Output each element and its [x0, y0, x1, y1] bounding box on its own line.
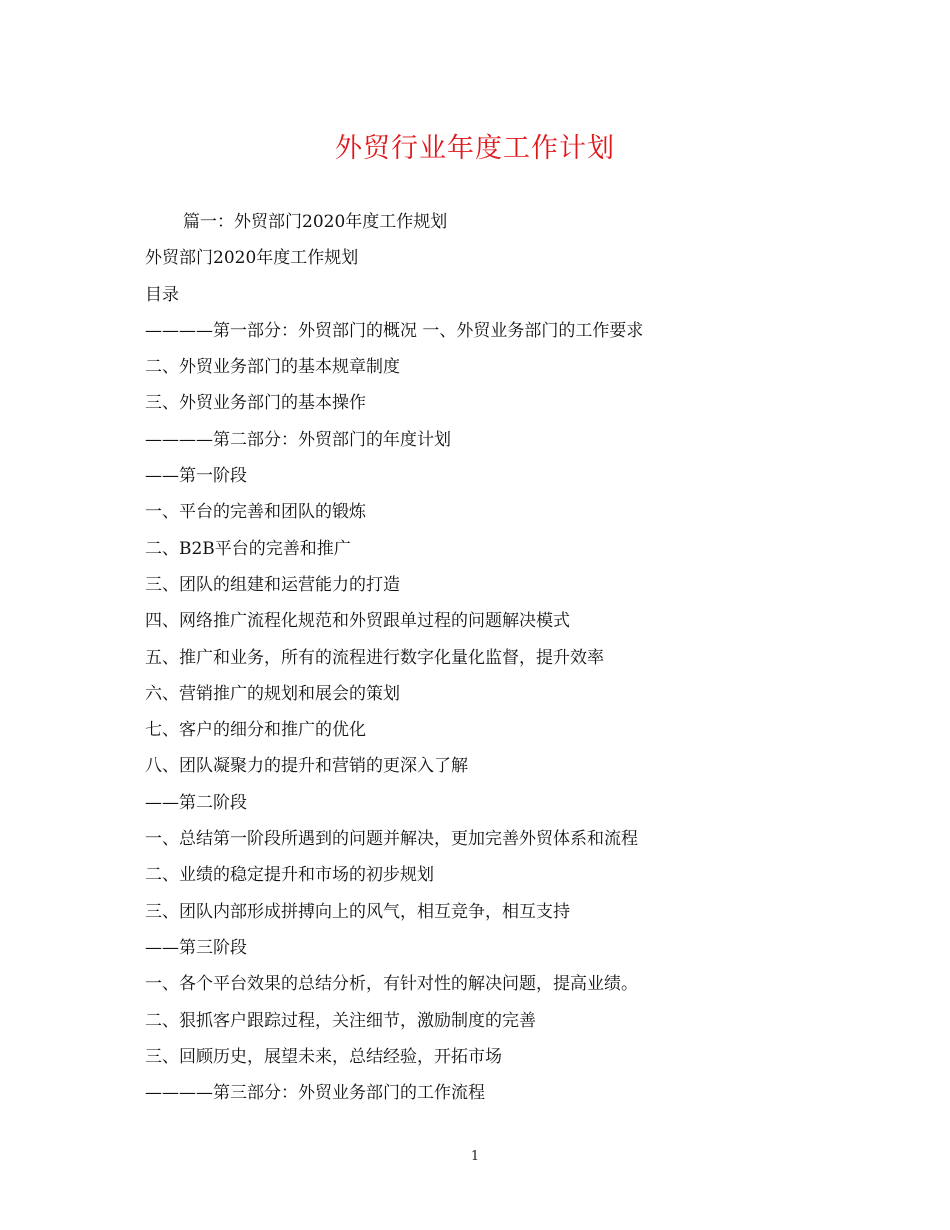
doc-line: ——第三阶段	[145, 937, 247, 958]
doc-line: 三、团队内部形成拼搏向上的风气，相互竞争，相互支持	[145, 901, 570, 922]
doc-line: 四、网络推广流程化规范和外贸跟单过程的问题解决模式	[145, 611, 570, 632]
doc-line: 二、外贸业务部门的基本规章制度	[145, 357, 400, 378]
doc-line: 目录	[145, 284, 179, 305]
doc-line: 六、营销推广的规划和展会的策划	[145, 683, 400, 704]
doc-line: ————第二部分：外贸部门的年度计划	[145, 429, 451, 450]
doc-line: 七、客户的细分和推广的优化	[145, 720, 366, 741]
doc-line: 一、各个平台效果的总结分析，有针对性的解决问题，提高业绩。	[145, 974, 638, 995]
doc-line: 篇一：外贸部门2020年度工作规划	[183, 212, 448, 232]
doc-line: 一、总结第一阶段所遇到的问题并解决，更加完善外贸体系和流程	[145, 829, 638, 850]
doc-line: 二、B2B平台的完善和推广	[145, 538, 351, 559]
doc-line: 三、外贸业务部门的基本操作	[145, 393, 366, 414]
doc-line: 五、推广和业务，所有的流程进行数字化量化监督，提升效率	[145, 647, 604, 668]
doc-line: ————第一部分：外贸部门的概况 一、外贸业务部门的工作要求	[145, 320, 644, 341]
doc-line: 一、平台的完善和团队的锻炼	[145, 502, 366, 523]
doc-line: 三、团队的组建和运营能力的打造	[145, 574, 400, 595]
doc-line: 外贸部门2020年度工作规划	[145, 248, 359, 269]
doc-line: 三、回顾历史，展望未来，总结经验，开拓市场	[145, 1046, 502, 1067]
document-title: 外贸行业年度工作计划	[335, 133, 615, 164]
doc-line: ————第三部分：外贸业务部门的工作流程	[145, 1083, 485, 1104]
doc-line: ——第一阶段	[145, 466, 247, 487]
doc-line: ——第二阶段	[145, 792, 247, 813]
doc-line: 八、团队凝聚力的提升和营销的更深入了解	[145, 756, 468, 777]
page-number: 1	[470, 1149, 480, 1164]
document-body	[145, 204, 825, 1111]
doc-line: 二、业绩的稳定提升和市场的初步规划	[145, 865, 434, 886]
doc-line: 二、狠抓客户跟踪过程，关注细节，激励制度的完善	[145, 1010, 536, 1031]
